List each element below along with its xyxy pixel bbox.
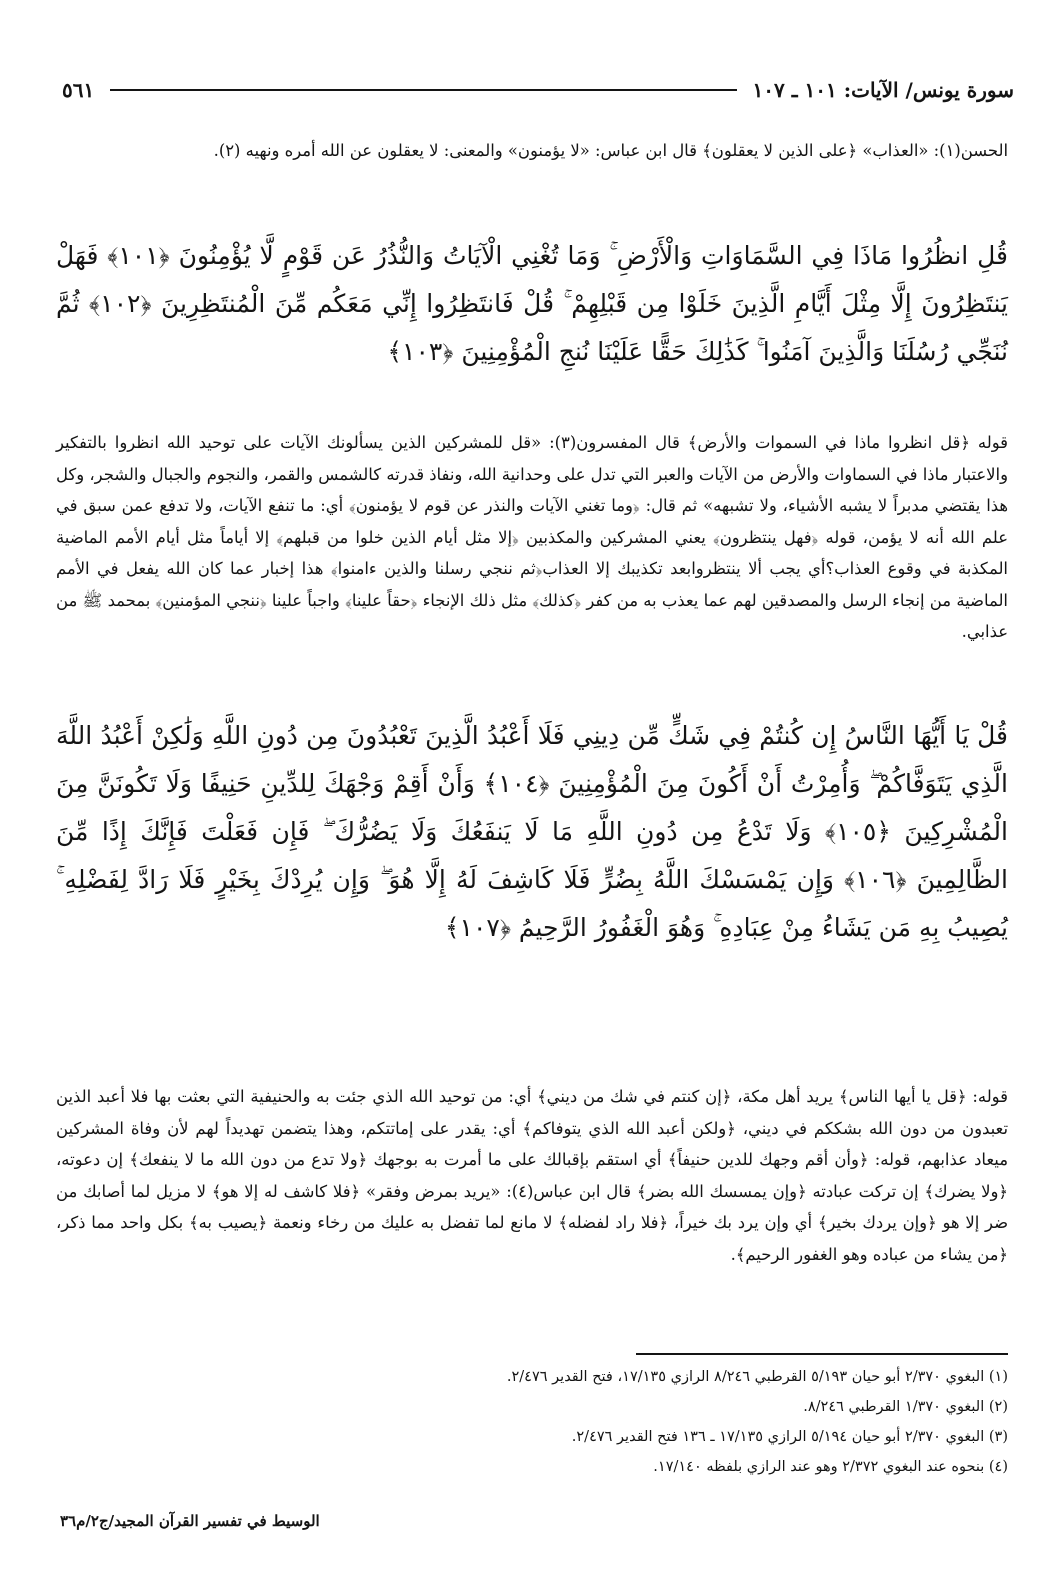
book-signature: الوسيط في تفسير القرآن المجيد/ج٢/م٣٦ (60, 1512, 320, 1530)
page-number: ٥٦١ (62, 78, 95, 102)
commentary-paragraph-1: الحسن(١): «العذاب» ﴿على الذين لا يعقلون﴾ قال ابن عباس: «لا يؤمنون» والمعنى: لا يعقلون عن الله أمره ونهيه (٢). (213, 141, 1008, 160)
commentary-paragraph-2: قوله ﴿قل انظروا ماذا في السموات والأرض﴾ قال المفسرون(٣): «قل للمشركين الذين يسألونك الآيات على توحيد الله انظروا بالتفكير والاعتبار ماذا في السماوات والأرض من الآيات والعبر التي تدل على وحدانية الله، ونفاذ قدرته كالشمس والقمر، والنجوم والجبال والشجر، وكل هذا يقتضي مدبراً لا يشبه الأشياء، ولا تشبهه» ثم قال: ﴿وما تغني الآيات والنذر عن قوم لا يؤمنون﴾ أي: ما تنفع الآيات، ولا تدفع عمن سبق في علم الله أنه لا يؤمن، قوله ﴿فهل ينتظرون﴾ يعني المشركين والمكذبين ﴿إلا مثل أيام الذين خلوا من قبلهم﴾ إلا أياماً مثل أيام الأمم الماضية المكذبة في وقوع العذاب؟أي يجب ألا ينتظروابعد تكذيبك إلا العذاب﴿ثم ننجي رسلنا والذين ءامنوا﴾ هذا إخبار عما كان الله يفعل في الأمم الماضية من إنجاء الرسل والمصدقين لهم عما يعذب به من كفر ﴿كذلك﴾ مثل ذلك الإنجاء ﴿حقاً علينا﴾ واجباً علينا ﴿ننجي المؤمنين﴾ بمحمد ﷺ من عذابي. (56, 433, 1008, 641)
footnotes (56, 1362, 1008, 1482)
header-rule (110, 89, 736, 91)
footnote-3: (٣) البغوي ٢/٣٧٠ أبو حيان ٥/١٩٤ الرازي ١٧/١٣٥ ـ ١٣٦ فتح القدير ٢/٤٧٦. (571, 1429, 1008, 1445)
commentary-paragraph-3: قوله: ﴿قل يا أيها الناس﴾ يريد أهل مكة، ﴿إن كنتم في شك من ديني﴾ أي: من توحيد الله الذي جئت به والحنيفية التي بعثت بها فلا أعبد الذين تعبدون من دون الله بشككم في ديني، ﴿ولكن أعبد الله الذي يتوفاكم﴾ أي: يقدر على إماتتكم، وهذا يتضمن تهديداً لهم لأن وفاة المشركين ميعاد عذابهم، قوله: ﴿وأن أقم وجهك للدين حنيفاً﴾ أي استقم بإقبالك على ما أمرت به بوجهك ﴿ولا تدع من دون الله ما لا ينفعك﴾ إن دعوته، ﴿ولا يضرك﴾ إن تركت عبادته ﴿وإن يمسسك الله بضر﴾ قال ابن عباس(٤): «يريد بمرض وفقر» ﴿فلا كاشف له إلا هو﴾ لا مزيل لما أصابك من ضر إلا هو ﴿وإن يردك بخير﴾ أي وإن يرد بك خيراً، ﴿فلا راد لفضله﴾ لا مانع لما تفضل به عليك من رخاء ونعمة ﴿يصيب به﴾ بكل واحد مما ذكر، ﴿من يشاء من عباده وهو الغفور الرحيم﴾. (56, 1087, 1009, 1264)
quran-verses-104-107: قُلْ يَا أَيُّهَا النَّاسُ إِن كُنتُمْ فِي شَكٍّ مِّن دِينِي فَلَا أَعْبُدُ الَّذِينَ تَعْبُدُونَ مِن دُونِ اللَّهِ وَلَٰكِنْ أَعْبُدُ اللَّهَ الَّذِي يَتَوَفَّاكُمْ ۖ وَأُمِرْتُ أَنْ أَكُونَ مِنَ الْمُؤْمِنِينَ ﴿١٠٤﴾ وَأَنْ أَقِمْ وَجْهَكَ لِلدِّينِ حَنِيفًا وَلَا تَكُونَنَّ مِنَ الْمُشْرِكِينَ ﴿١٠٥﴾ وَلَا تَدْعُ مِن دُونِ اللَّهِ مَا لَا يَنفَعُكَ وَلَا يَضُرُّكَ ۖ فَإِن فَعَلْتَ فَإِنَّكَ إِذًا مِّنَ الظَّالِمِينَ ﴿١٠٦﴾ وَإِن يَمْسَسْكَ اللَّهُ بِضُرٍّ فَلَا كَاشِفَ لَهُ إِلَّا هُوَ ۖ وَإِن يُرِدْكَ بِخَيْرٍ فَلَا رَادَّ لِفَضْلِهِ ۚ يُصِيبُ بِهِ مَن يَشَاءُ مِنْ عِبَادِهِ ۚ وَهُوَ الْغَفُورُ الرَّحِيمُ ﴿١٠٧﴾ (56, 721, 1008, 942)
chapter-title: سورة يونس/ الآيات: ١٠١ ـ ١٠٧ (752, 78, 1014, 102)
running-header (62, 70, 1014, 110)
footnote-1: (١) البغوي ٢/٣٧٠ أبو حيان ٥/١٩٣ القرطبي ٨/٢٤٦ الرازي ١٧/١٣٥، فتح القدير ٢/٤٧٦. (506, 1369, 1008, 1385)
quran-verses-101-103: قُلِ انظُرُوا مَاذَا فِي السَّمَاوَاتِ وَالْأَرْضِ ۚ وَمَا تُغْنِي الْآيَاتُ وَالنُّذُرُ عَن قَوْمٍ لَّا يُؤْمِنُونَ ﴿١٠١﴾ فَهَلْ يَنتَظِرُونَ إِلَّا مِثْلَ أَيَّامِ الَّذِينَ خَلَوْا مِن قَبْلِهِمْ ۚ قُلْ فَانتَظِرُوا إِنِّي مَعَكُم مِّنَ الْمُنتَظِرِينَ ﴿١٠٢﴾ ثُمَّ نُنَجِّي رُسُلَنَا وَالَّذِينَ آمَنُوا ۚ كَذَٰلِكَ حَقًّا عَلَيْنَا نُنجِ الْمُؤْمِنِينَ ﴿١٠٣﴾ (56, 241, 1008, 366)
footnote-2: (٢) البغوي ١/٣٧٠ القرطبي ٨/٢٤٦. (803, 1399, 1008, 1415)
footnote-4: (٤) بنحوه عند البغوي ٢/٣٧٢ وهو عند الرازي بلفظه ١٧/١٤٠. (653, 1459, 1008, 1475)
footnote-rule (636, 1353, 1008, 1355)
